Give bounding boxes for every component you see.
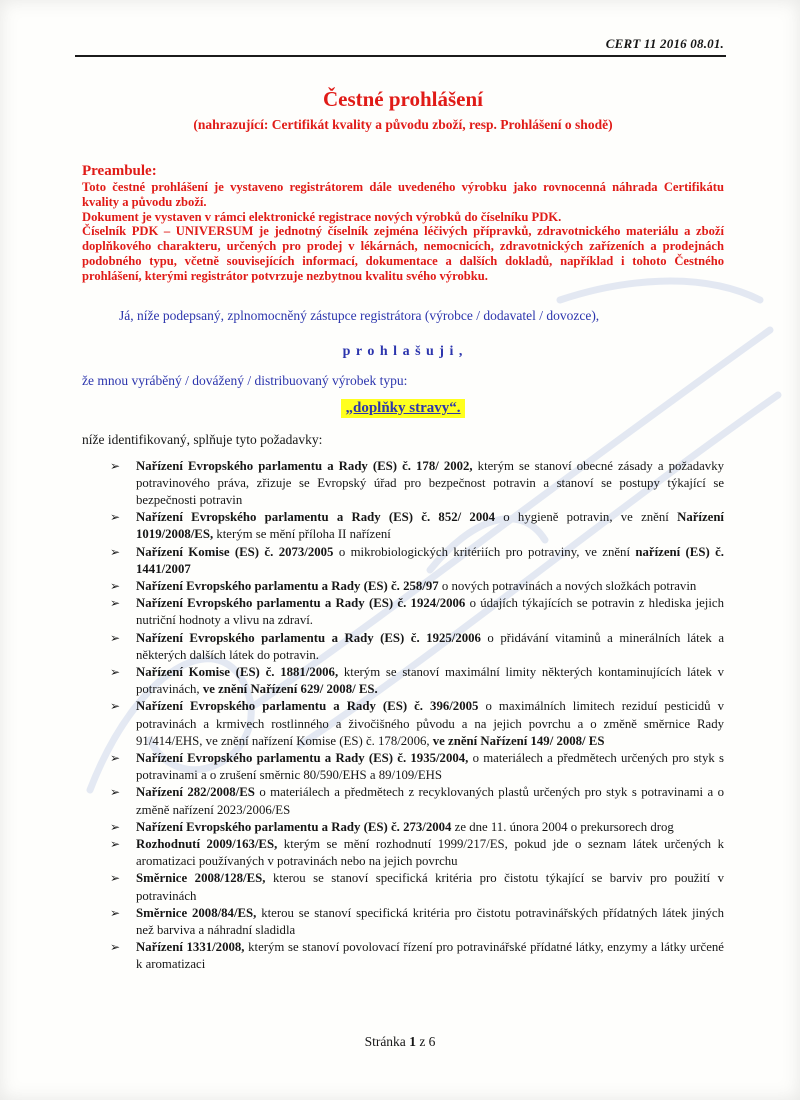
requirements-list: [82, 458, 724, 974]
list-item: [110, 784, 724, 818]
preamble-section: [82, 163, 724, 284]
list-item-text: Nařízení Evropského parlamentu a Rady (ES) č. 258/97: [136, 579, 439, 593]
list-item-text: Nařízení Evropského parlamentu a Rady (ES) č. 178/ 2002,: [136, 458, 473, 473]
product-type-highlight: „doplňky stravy“.: [341, 399, 464, 418]
list-item-text: Nařízení Evropského parlamentu a Rady (ES) č. 1924/2006: [136, 596, 466, 611]
arrow-bullet-icon: ➢: [110, 510, 121, 525]
arrow-bullet-icon: ➢: [110, 837, 121, 852]
list-item: [110, 698, 724, 750]
list-item-text: kterým se stanoví obecné zásady a požadavky potravinového práva, zřizuje se Evropský úřad pro bezpečnost potravin a stanoví se postupy týkající se bezpečnosti potravin: [136, 458, 724, 507]
list-item-text: o mikrobiologických kritériích pro potraviny, ve znění: [333, 544, 636, 559]
list-item-text: o materiálech a předmětech z recyklovaných plastů určených pro styk s potravinami a o změně nařízení 2023/2006/ES: [136, 785, 724, 817]
list-item-text: kterým se mění příloha II nařízení: [213, 527, 391, 542]
list-item: [110, 578, 724, 595]
list-item-text: o hygieně potravin, ve znění: [495, 510, 678, 525]
arrow-bullet-icon: ➢: [110, 871, 121, 886]
list-item-text: Směrnice 2008/128/ES,: [136, 871, 266, 886]
list-item-text: Nařízení Evropského parlamentu a Rady (ES) č. 273/2004: [136, 819, 452, 834]
list-item-text: o údajích týkajících se potravin z hlediska jejich nutriční hodnoty a vlivu na zdraví.: [136, 596, 725, 628]
list-item-text: ve znění Nařízení 629/ 2008/ ES.: [202, 682, 378, 697]
list-item-text: Nařízení 282/2008/ES: [136, 785, 255, 800]
list-item-text: ve znění Nařízení 149/ 2008/ ES: [432, 733, 605, 748]
list-item: [110, 750, 724, 784]
list-item-text: Nařízení Komise (ES) č. 2073/2005: [136, 544, 334, 559]
list-item: [110, 939, 724, 973]
list-item-text: kterou se stanoví specifická kritéria pro čistotu týkající se barviv pro použití v potravinách: [136, 871, 725, 903]
list-item-text: kterým se stanoví povolovací řízení pro potravinářské přídatné látky, enzymy a látky určené k aromatizaci: [136, 940, 724, 972]
list-item-text: Nařízení Evropského parlamentu a Rady (ES) č. 1925/2006: [136, 630, 481, 645]
list-item-text: kterým se stanoví maximální limity některých kontaminujících látek v potravinách,: [136, 665, 724, 697]
document-title: Čestné prohlášení: [322, 87, 484, 111]
arrow-bullet-icon: ➢: [110, 458, 121, 473]
list-item-text: Nařízení Evropského parlamentu a Rady (ES) č. 1935/2004,: [136, 751, 469, 766]
list-item-text: kterou se stanoví specifická kritéria pro čistotu potravinářských přídatných látek jiných než barviva a náhradní sladidla: [136, 905, 724, 938]
list-item-text: o nových potravinách a nových složkách potravin: [438, 579, 697, 593]
arrow-bullet-icon: ➢: [110, 905, 121, 920]
list-item: [110, 458, 724, 510]
declaration-verb: p r o h l a š u j i ,: [342, 343, 464, 359]
list-item-text: Nařízení Komise (ES) č. 1881/2006,: [136, 665, 339, 680]
preamble-paragraph: Dokument je vystaven v rámci elektronické registrace nových výrobků do číselníku PDK.: [82, 209, 562, 224]
requirements-intro: níže identifikovaný, splňuje tyto požadavky:: [82, 431, 323, 447]
list-item: [110, 595, 724, 629]
arrow-bullet-icon: ➢: [110, 579, 121, 593]
list-item: [110, 836, 724, 870]
footer-suffix: z 6: [415, 1034, 436, 1049]
document-subtitle: (nahrazující: Certifikát kvality a původu zboží, resp. Prohlášení o shodě): [193, 117, 613, 132]
header-divider: [75, 55, 726, 57]
declaration-intro: Já, níže podepsaný, zplnomocněný zástupce registrátora (výrobce / dodavatel / dovozce),: [119, 307, 600, 323]
preamble-paragraph: Toto čestné prohlášení je vystaveno registrátorem dále uvedeného výrobku jako rovnocenná náhrada Certifikátu kvality a původu zboží.: [82, 180, 724, 209]
arrow-bullet-icon: ➢: [110, 819, 121, 834]
list-item-text: o přidávání vitaminů a minerálních látek a některých dalších látek do potravin.: [136, 630, 724, 662]
list-item: [110, 905, 724, 939]
page-footer: [0, 1034, 800, 1050]
list-item-text: Směrnice 2008/84/ES,: [136, 905, 257, 920]
product-type-row: [82, 399, 724, 418]
list-item-text: Rozhodnutí 2009/163/ES,: [136, 837, 278, 852]
list-item-text: nařízení (ES) č. 1441/2007: [136, 544, 724, 576]
product-type-line: že mnou vyráběný / dovážený / distribuovaný výrobek typu:: [82, 372, 408, 388]
footer-prefix: Stránka: [364, 1034, 410, 1049]
list-item-text: kterým se mění rozhodnutí 1999/217/ES, pokud jde o seznam látek určených k aromatizaci používaných v potravinách nebo na jejich povrchu: [136, 837, 724, 869]
list-item: [110, 819, 724, 836]
list-item-text: ze dne 11. února 2004 o prekursorech drog: [451, 819, 674, 834]
arrow-bullet-icon: ➢: [110, 751, 121, 766]
arrow-bullet-icon: ➢: [110, 596, 121, 611]
document-code: CERT 11 2016 08.01.: [605, 36, 724, 51]
list-item: [110, 509, 724, 543]
list-item-text: Nařízení Evropského parlamentu a Rady (ES) č. 852/ 2004: [136, 510, 496, 525]
arrow-bullet-icon: ➢: [110, 940, 121, 955]
arrow-bullet-icon: ➢: [110, 665, 121, 680]
list-item-text: o materiálech a předmětech určených pro styk s potravinami a o zrušení směrnic 80/590/EHS a 89/109/EHS: [136, 751, 724, 783]
arrow-bullet-icon: ➢: [110, 630, 121, 645]
arrow-bullet-icon: ➢: [110, 544, 121, 559]
footer-page-number: 1: [409, 1034, 416, 1049]
arrow-bullet-icon: ➢: [110, 699, 121, 714]
preamble-heading: Preambule:: [82, 163, 157, 179]
arrow-bullet-icon: ➢: [110, 785, 121, 800]
list-item-text: Nařízení Evropského parlamentu a Rady (ES) č. 396/2005: [136, 699, 479, 714]
list-item-text: Nařízení 1331/2008,: [136, 940, 245, 955]
list-item: [110, 870, 724, 904]
list-item-text: o maximálních limitech reziduí pesticidů v potravinách a krmivech rostlinného a živočišného původu a na jejich povrchu a o změně směrnice Rady 91/414/EHS, ve znění nařízení Komise (ES) č. 178/2006,: [136, 699, 724, 748]
list-item: [110, 630, 724, 664]
preamble-paragraph: Číselník PDK – UNIVERSUM je jednotný číselník zejména léčivých přípravků, zdravotnického materiálu a zboží doplňkového charakteru, určených pro prodej v lékárnách, nemocnicích, zdravotnických zařízeních a prodejnách podobného typu, včetně souvisejících informací, dokumentace a dalších dokladů, například i tohoto Čestného prohlášení, kterými registrátor potvrzuje nezbytnou kvalitu svého výrobku.: [82, 224, 724, 283]
list-item-text: Nařízení 1019/2008/ES,: [136, 510, 724, 542]
list-item: [110, 664, 724, 698]
list-item: [110, 544, 724, 578]
